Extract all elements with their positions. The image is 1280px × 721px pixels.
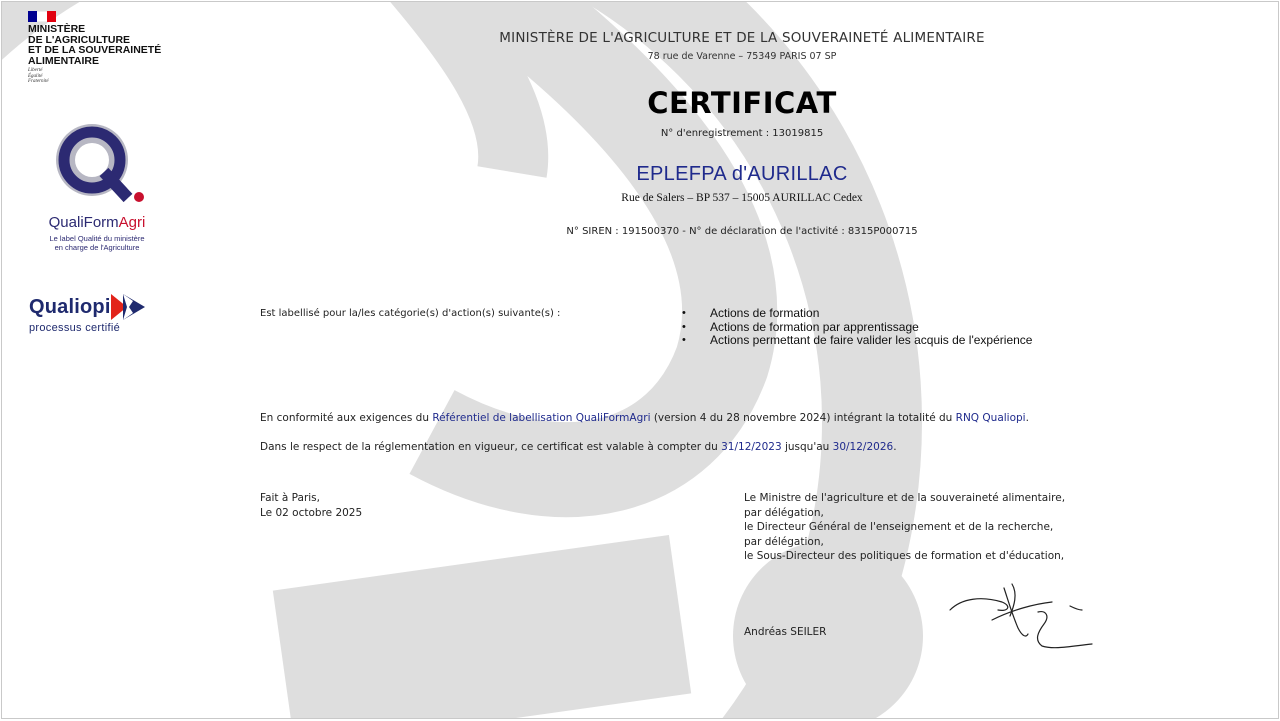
- conformity-prefix: En conformité aux exigences du: [260, 412, 433, 424]
- qualiopi-logo: [29, 292, 189, 334]
- qualiopi-tagline: processus certifié: [29, 322, 120, 334]
- category-label: Actions permettant de faire valider les acquis de l'expérience: [710, 333, 1033, 347]
- qualiformagri-word-part2: Agri: [118, 214, 146, 231]
- list-item: [682, 334, 1032, 348]
- qualiopi-arrow-icon: [109, 292, 149, 322]
- list-item: [682, 307, 1032, 321]
- qualiformagri-tagline-line: Le label Qualité du ministère: [49, 234, 145, 243]
- qualiformagri-tagline-line: en charge de l'Agriculture: [54, 243, 140, 252]
- category-label: Actions de formation par apprentissage: [710, 319, 919, 334]
- conformity-middle: (version 4 du 28 novembre 2024) intégrant la totalité du: [650, 412, 956, 424]
- bullet-icon: •: [682, 334, 686, 346]
- qualiformagri-word-part1: QualiForm: [48, 214, 119, 231]
- signature-block-line: par délégation,: [744, 535, 824, 548]
- certificate-page: [1, 1, 1279, 719]
- qualiopi-name: Qualiopi: [29, 295, 111, 318]
- conformity-paragraph: [260, 412, 1029, 424]
- ministry-logo-line: ET DE LA SOUVERAINETÉ: [28, 44, 162, 56]
- validity-start-date: 31/12/2023: [721, 441, 782, 453]
- validity-middle: jusqu'au: [781, 441, 833, 453]
- conformity-suffix: .: [1025, 412, 1029, 424]
- motto-line: Liberté: [28, 68, 43, 73]
- bullet-icon: •: [682, 307, 686, 319]
- list-item: [682, 321, 1032, 335]
- category-label: Actions de formation: [710, 306, 820, 320]
- signature-block-line: par délégation,: [744, 506, 824, 519]
- ministry-logo: [28, 11, 161, 85]
- bullet-icon: •: [682, 320, 686, 333]
- signature-block: [744, 491, 1065, 564]
- place-line: Fait à Paris,: [260, 492, 320, 504]
- validity-suffix: .: [893, 441, 897, 453]
- signature-block-line: Le Ministre de l'agriculture et de la souveraineté alimentaire,: [744, 492, 1066, 504]
- qualiformagri-q-icon: [32, 120, 162, 206]
- motto-line: Égalité: [28, 73, 43, 79]
- validity-end-date: 30/12/2026: [832, 441, 894, 453]
- ministry-logo-line: DE L'AGRICULTURE: [28, 33, 131, 46]
- french-flag-icon: [28, 11, 56, 22]
- organization-address: Rue de Salers – BP 537 – 15005 AURILLAC Cedex: [621, 192, 863, 204]
- signer-name: Andréas SEILER: [744, 626, 827, 638]
- referentiel-name: Référentiel de labellisation QualiFormAgri: [432, 412, 651, 424]
- categories-label: Est labellisé pour la/les catégorie(s) d'action(s) suivante(s) :: [260, 308, 561, 319]
- organization-name: EPLEFPA d'AURILLAC: [636, 163, 848, 185]
- date-line: Le 02 octobre 2025: [260, 507, 363, 519]
- place-date: [260, 491, 362, 521]
- motto-line: Fraternité: [28, 79, 49, 84]
- validity-prefix: Dans le respect de la réglementation en vigueur, ce certificat est valable à compter du: [260, 441, 722, 453]
- qualiformagri-wordmark: [32, 214, 162, 231]
- rnq-name: RNQ Qualiopi: [955, 412, 1026, 424]
- ministry-logo-line: MINISTÈRE: [28, 23, 86, 35]
- republic-motto: [28, 68, 161, 85]
- ministry-logo-name: [28, 24, 161, 66]
- validity-paragraph: [260, 441, 897, 453]
- registration-number: N° d'enregistrement : 13019815: [660, 128, 824, 139]
- ministry-logo-line: ALIMENTAIRE: [28, 54, 99, 67]
- handwritten-signature: [942, 580, 1102, 652]
- signature-block-line: le Sous-Directeur des politiques de formation et d'éducation,: [744, 550, 1065, 563]
- ministry-title: MINISTÈRE DE L'AGRICULTURE ET DE LA SOUVERAINETÉ ALIMENTAIRE: [499, 30, 985, 46]
- watermark-tail: [273, 535, 691, 718]
- siren-line: N° SIREN : 191500370 - N° de déclaration de l'activité : 8315P000715: [566, 226, 918, 237]
- categories-list: [682, 307, 1032, 348]
- signature-block-line: le Directeur Général de l'enseignement et de la recherche,: [744, 521, 1054, 534]
- certificate-title: CERTIFICAT: [647, 86, 837, 120]
- ministry-address: 78 rue de Varenne – 75349 PARIS 07 SP: [647, 51, 837, 62]
- qualiformagri-logo: [32, 120, 162, 252]
- qualiformagri-tagline: [32, 234, 162, 252]
